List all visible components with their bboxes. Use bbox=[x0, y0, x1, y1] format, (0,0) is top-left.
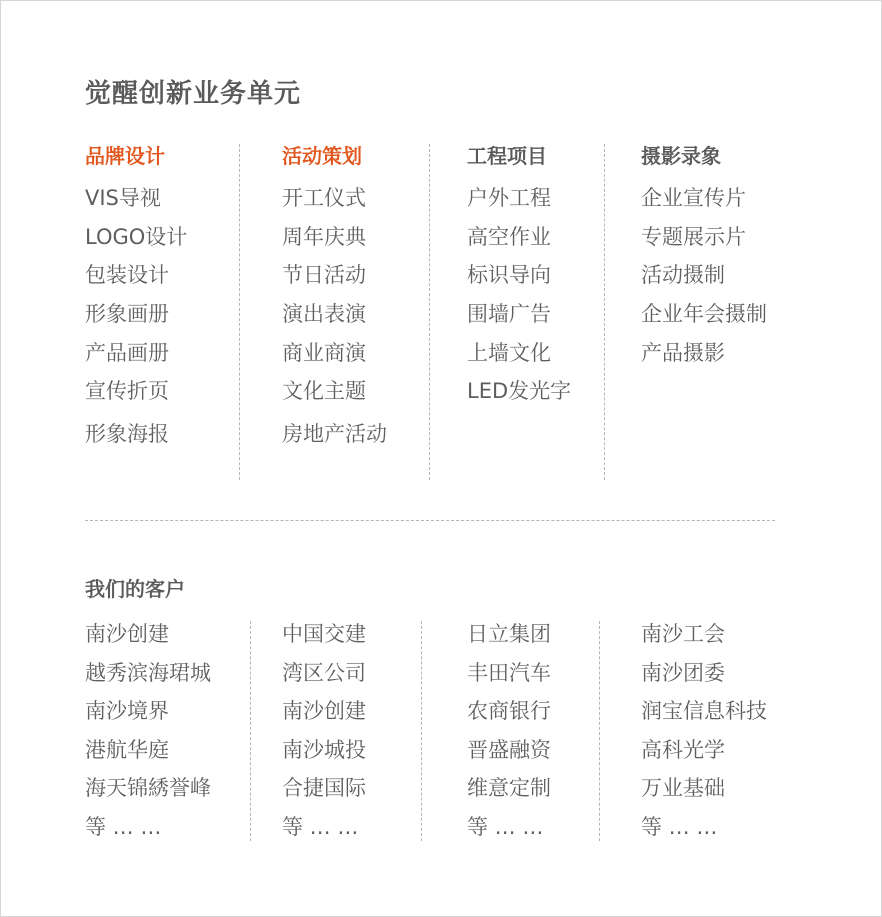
client-item: 日立集团 bbox=[467, 622, 551, 646]
clients-heading: 我们的客户 bbox=[85, 577, 185, 601]
client-item: 南沙创建 bbox=[282, 699, 366, 724]
client-column bbox=[85, 615, 211, 847]
column-divider bbox=[429, 144, 430, 480]
column-divider bbox=[250, 621, 251, 841]
list-item: 专题展示片 bbox=[641, 224, 746, 249]
client-item: 港航华庭 bbox=[85, 737, 169, 762]
list-item: LOGO设计 bbox=[85, 224, 188, 249]
client-item: 南沙工会 bbox=[641, 622, 725, 646]
list-item: 形象海报 bbox=[85, 422, 169, 447]
client-item: 等 … … bbox=[85, 814, 162, 839]
column-heading: 活动策划 bbox=[282, 144, 362, 168]
service-column-event-planning bbox=[282, 141, 387, 454]
list-item: 户外工程 bbox=[467, 186, 551, 210]
section-divider bbox=[85, 520, 775, 521]
client-item: 海天锦綉誉峰 bbox=[85, 776, 211, 801]
list-item: 产品画册 bbox=[85, 340, 169, 365]
list-item: 形象画册 bbox=[85, 302, 169, 327]
list-item: 演出表演 bbox=[282, 302, 366, 327]
client-item: 等 … … bbox=[467, 814, 544, 839]
client-item: 农商银行 bbox=[467, 699, 551, 724]
list-item: 围墙广告 bbox=[467, 302, 551, 327]
list-item: 产品摄影 bbox=[641, 340, 725, 365]
list-item: 高空作业 bbox=[467, 224, 551, 249]
client-column bbox=[467, 615, 551, 847]
client-item: 中国交建 bbox=[282, 622, 366, 646]
list-item: 上墙文化 bbox=[467, 340, 551, 365]
list-item: 房地产活动 bbox=[282, 422, 387, 447]
list-item: 商业商演 bbox=[282, 340, 366, 365]
client-item: 万业基础 bbox=[641, 776, 725, 801]
column-divider bbox=[599, 621, 600, 841]
client-item: 合捷国际 bbox=[282, 776, 366, 801]
client-item: 南沙城投 bbox=[282, 737, 366, 762]
page-title: 觉醒创新业务单元 bbox=[85, 79, 302, 109]
service-column-photography bbox=[641, 141, 767, 372]
client-column bbox=[641, 615, 767, 847]
client-item: 南沙创建 bbox=[85, 622, 169, 646]
service-column-engineering bbox=[467, 141, 571, 411]
client-item: 湾区公司 bbox=[282, 660, 366, 685]
list-item: 文化主题 bbox=[282, 379, 366, 404]
client-item: 越秀滨海珺城 bbox=[85, 660, 211, 685]
client-item: 南沙境界 bbox=[85, 699, 169, 724]
column-heading: 工程项目 bbox=[467, 144, 547, 168]
client-item: 润宝信息科技 bbox=[641, 699, 767, 724]
list-item: 包装设计 bbox=[85, 263, 169, 288]
column-divider bbox=[239, 144, 240, 480]
column-divider bbox=[421, 621, 422, 841]
client-item: 维意定制 bbox=[467, 776, 551, 801]
column-divider bbox=[604, 144, 605, 480]
service-column-brand-design bbox=[85, 141, 187, 454]
list-item: LED发光字 bbox=[467, 379, 572, 404]
column-heading: 品牌设计 bbox=[85, 144, 165, 168]
column-heading: 摄影录象 bbox=[641, 144, 721, 168]
list-item: 节日活动 bbox=[282, 263, 366, 288]
list-item: 标识导向 bbox=[467, 263, 551, 288]
list-item: 活动摄制 bbox=[641, 263, 725, 288]
client-item: 南沙团委 bbox=[641, 660, 725, 685]
list-item: 企业宣传片 bbox=[641, 186, 746, 210]
list-item: VIS导视 bbox=[85, 186, 161, 210]
list-item: 周年庆典 bbox=[282, 224, 366, 249]
client-item: 等 … … bbox=[282, 814, 359, 839]
list-item: 开工仪式 bbox=[282, 186, 366, 210]
client-item: 高科光学 bbox=[641, 737, 725, 762]
client-item: 等 … … bbox=[641, 814, 718, 839]
client-column bbox=[282, 615, 366, 847]
client-item: 晋盛融资 bbox=[467, 737, 551, 762]
client-item: 丰田汽车 bbox=[467, 660, 551, 685]
list-item: 企业年会摄制 bbox=[641, 302, 767, 327]
list-item: 宣传折页 bbox=[85, 379, 169, 404]
